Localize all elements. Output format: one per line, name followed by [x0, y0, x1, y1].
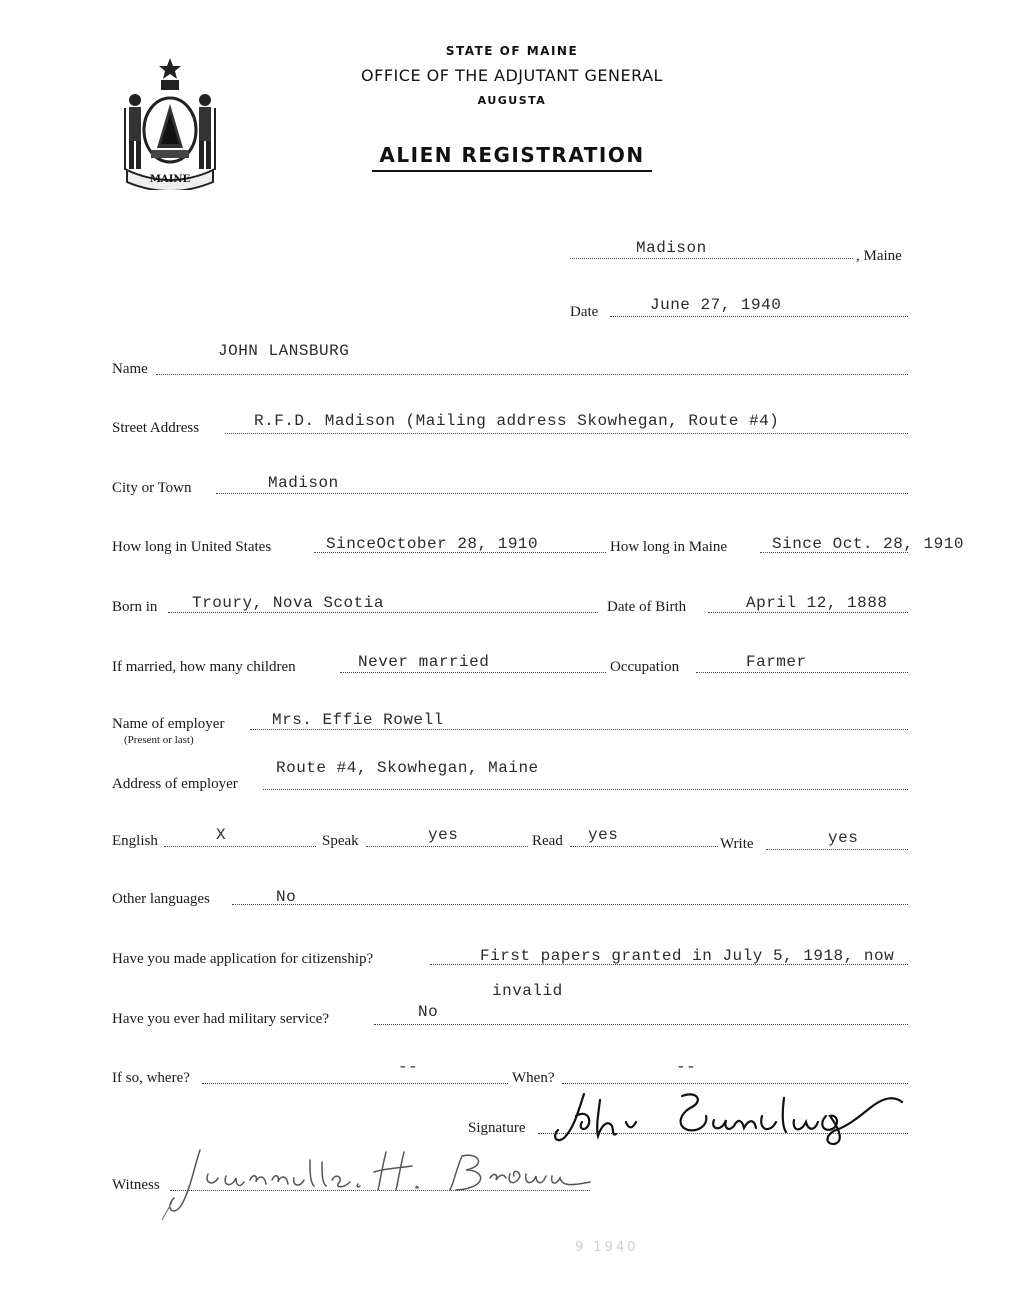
children-label: If married, how many children	[112, 659, 296, 675]
employer-address-label: Address of employer	[112, 776, 238, 792]
speak-line	[366, 846, 528, 847]
where-label: If so, where?	[112, 1070, 190, 1086]
received-stamp: 9 1940	[575, 1240, 639, 1255]
street-address-label: Street Address	[112, 420, 200, 436]
street-address-value: R.F.D. Madison (Mailing address Skowhegan, Route #4)	[254, 412, 780, 430]
signature-label: Signature	[468, 1120, 526, 1136]
seal-banner-text: MAINE	[149, 174, 191, 185]
header-state: STATE OF MAINE	[445, 44, 579, 58]
date-of-birth-line	[708, 612, 908, 613]
born-in-value: Troury, Nova Scotia	[192, 594, 384, 612]
citizenship-value-line2: invalid	[492, 982, 563, 1000]
employer-sublabel: (Present or last)	[124, 734, 194, 746]
children-value: Never married	[358, 653, 490, 671]
born-in-label: Born in	[112, 599, 158, 615]
where-value: --	[398, 1058, 419, 1076]
english-label: English	[112, 833, 158, 849]
signature-handwriting	[548, 1086, 938, 1146]
how-long-us-value: SinceOctober 28, 1910	[326, 535, 539, 553]
citizenship-label: Have you made application for citizenship?	[112, 951, 374, 967]
write-label: Write	[720, 836, 754, 852]
occupation-line	[696, 672, 908, 673]
header-office: OFFICE OF THE ADJUTANT GENERAL	[361, 66, 663, 85]
citizenship-value-line1: First papers granted in July 5, 1918, now	[480, 947, 895, 965]
form-title: ALIEN REGISTRATION	[379, 143, 645, 167]
write-value: yes	[828, 829, 859, 847]
street-address-line	[225, 433, 908, 434]
witness-handwriting	[160, 1142, 610, 1222]
place-suffix: , Maine	[856, 248, 902, 264]
place-value: Madison	[636, 239, 707, 257]
write-line	[766, 849, 908, 850]
military-value: No	[418, 1003, 439, 1021]
city-line	[216, 493, 908, 494]
header-city: AUGUSTA	[477, 94, 547, 107]
employer-address-value: Route #4, Skowhegan, Maine	[276, 759, 539, 777]
english-line	[164, 846, 316, 847]
born-in-line	[168, 612, 598, 613]
city-label: City or Town	[112, 480, 192, 496]
read-line	[570, 846, 718, 847]
employer-value: Mrs. Effie Rowell	[272, 711, 444, 729]
how-long-us-label: How long in United States	[112, 539, 272, 555]
other-languages-label: Other languages	[112, 891, 210, 907]
other-languages-value: No	[276, 888, 297, 906]
read-value: yes	[588, 826, 619, 844]
how-long-maine-value: Since Oct. 28, 1910	[772, 535, 964, 553]
form-title-underline	[372, 170, 652, 172]
occupation-value: Farmer	[746, 653, 807, 671]
when-value: --	[676, 1058, 697, 1076]
other-languages-line	[232, 904, 908, 905]
date-label: Date	[570, 304, 599, 320]
date-value: June 27, 1940	[650, 296, 782, 314]
witness-label: Witness	[112, 1177, 160, 1193]
name-line	[156, 374, 908, 375]
where-line	[202, 1083, 508, 1084]
speak-value: yes	[428, 826, 459, 844]
when-label: When?	[512, 1070, 555, 1086]
employer-label: Name of employer	[112, 716, 225, 732]
occupation-label: Occupation	[610, 659, 680, 675]
read-label: Read	[532, 833, 563, 849]
when-line	[562, 1083, 908, 1084]
place-line	[570, 258, 853, 259]
name-value: JOHN LANSBURG	[218, 342, 350, 360]
date-line	[610, 316, 908, 317]
children-line	[340, 672, 606, 673]
military-label: Have you ever had military service?	[112, 1011, 329, 1027]
city-value: Madison	[268, 474, 339, 492]
speak-label: Speak	[322, 833, 359, 849]
employer-line	[250, 729, 908, 730]
employer-address-line	[263, 789, 908, 790]
date-of-birth-label: Date of Birth	[607, 599, 687, 615]
how-long-maine-label: How long in Maine	[610, 539, 728, 555]
name-label: Name	[112, 361, 148, 377]
date-of-birth-value: April 12, 1888	[746, 594, 888, 612]
english-value: X	[216, 826, 227, 844]
military-line	[374, 1024, 908, 1025]
